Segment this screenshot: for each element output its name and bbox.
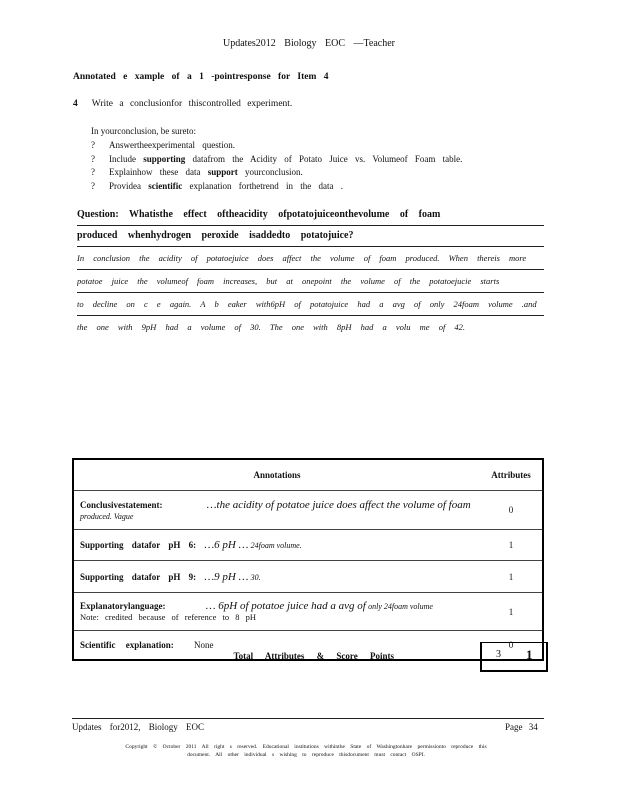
- annotation-text: …the acidity of potatoe juice does affect the volume of foam: [206, 499, 471, 511]
- annotation-cell: [73, 593, 480, 631]
- annotation-text: None: [194, 640, 214, 650]
- checklist-text: yourconclusion.: [237, 167, 303, 177]
- checklist-keyword: scientific: [148, 180, 183, 191]
- table-row: [73, 530, 543, 561]
- total-row: [72, 642, 544, 670]
- annotation-text: only 24foam volume: [368, 601, 433, 611]
- checklist-item: [91, 180, 462, 194]
- question-line: Question: Whatisthe effect oftheacidity ofpotatojuiceonthevolume of foam: [77, 205, 544, 226]
- annotation-note: Note: credited because of reference to 8 pH: [80, 611, 256, 622]
- checklist-item: [91, 153, 462, 167]
- checklist-text: datafrom the Acidity of Potato Juice vs. Volumeof Foam table.: [185, 153, 463, 164]
- attribute-value: 0: [480, 631, 543, 661]
- annotation-label: Supporting datafor pH 6:: [80, 540, 197, 550]
- attribute-value: 1: [480, 593, 543, 631]
- attribute-value: 1: [480, 561, 543, 593]
- response-line: to decline on c e again. A b eaker with6pH of potatojuice had a avg of only 24foam volume .and: [77, 293, 544, 316]
- annotations-table: [72, 458, 544, 661]
- checklist-keyword: support: [207, 167, 238, 177]
- question-box: [77, 205, 544, 247]
- total-box: [480, 642, 548, 672]
- annotation-cell: [73, 491, 480, 530]
- checklist-text: explanation forthetrend in the data .: [182, 180, 343, 191]
- annotation-label: Scientific explanation:: [80, 640, 174, 650]
- bullet-mark: ?: [91, 167, 95, 177]
- response-line: the one with 9pH had a volume of 30. The one with 8pH had a volu me of 42.: [77, 322, 466, 332]
- annotation-label: Conclusivestatement:: [80, 500, 163, 510]
- checklist: [91, 139, 462, 193]
- question-line: produced whenhydrogen peroxide isaddedto potatojuice?: [77, 226, 544, 247]
- page-number: Page 34: [505, 722, 538, 732]
- student-response: [77, 247, 544, 338]
- copyright-notice: [86, 743, 526, 759]
- response-line: In conclusion the acidity of potatoejuice does affect the volume of foam produced. When thereis more: [77, 247, 544, 270]
- annotations-header: Annotations: [253, 470, 301, 480]
- checklist-keyword: supporting: [143, 153, 186, 164]
- bullet-mark: ?: [91, 153, 95, 164]
- bullet-mark: ?: [91, 140, 95, 150]
- table-header-row: [73, 459, 543, 491]
- annotation-cell: [73, 530, 480, 561]
- table-row: [73, 491, 543, 530]
- annotation-text: … 6pH of potatoe juice had a avg of: [205, 599, 366, 612]
- total-score: 1: [526, 647, 533, 662]
- page-header: Updates2012 Biology EOC —Teacher: [223, 38, 395, 49]
- annotation-label: Explanatorylanguage:: [80, 600, 166, 611]
- checklist-item: [91, 166, 462, 180]
- annotation-text: produced. Vague: [80, 512, 134, 521]
- response-line: potatoe juice the volumeof foam increases, but at onepoint the volume of the potatoejucie starts: [77, 270, 544, 293]
- bullet-mark: ?: [91, 180, 95, 191]
- total-attributes: 3: [496, 649, 501, 660]
- checklist-text: Include: [109, 153, 144, 164]
- annotation-text: 24foam volume.: [250, 541, 302, 550]
- copyright-line: document. All other individual s wishing to reproduce thisdocument must contact OSPI.: [187, 752, 425, 758]
- checklist-text: Providea: [109, 180, 149, 191]
- footer-divider: [72, 718, 544, 719]
- annotation-text: …9 pH …: [204, 570, 249, 583]
- annotated-example-title: Annotated e xample of a 1 -pointresponse for Item 4: [73, 72, 329, 82]
- table-row: [73, 593, 543, 631]
- checklist-item: [91, 139, 462, 153]
- annotation-label: Supporting datafor pH 9:: [80, 571, 197, 582]
- intro-text: In yourconclusion, be sureto:: [91, 126, 196, 136]
- annotation-text: …6 pH …: [204, 539, 249, 551]
- total-label: Total Attributes & Score Points: [233, 651, 394, 661]
- attribute-value: 1: [480, 530, 543, 561]
- table-row: [73, 561, 543, 593]
- annotation-text: 30.: [250, 572, 261, 582]
- item-number: 4: [73, 99, 78, 109]
- attribute-value: 0: [480, 491, 543, 530]
- copyright-line: Copyright © October 2011 All right s reserved. Educational institutions withinthe State of Washingtonhare permissionto reproduce this: [125, 744, 487, 750]
- item-prompt-line: [73, 99, 292, 109]
- checklist-text: Explainhow these data: [109, 167, 208, 177]
- annotation-cell: [73, 561, 480, 593]
- attributes-header: Attributes: [491, 470, 531, 480]
- item-prompt: Write a conclusionfor thiscontrolled experiment.: [91, 99, 293, 109]
- checklist-text: Answertheexperimental question.: [109, 140, 235, 150]
- footer-left: Updates for2012, Biology EOC: [72, 722, 204, 732]
